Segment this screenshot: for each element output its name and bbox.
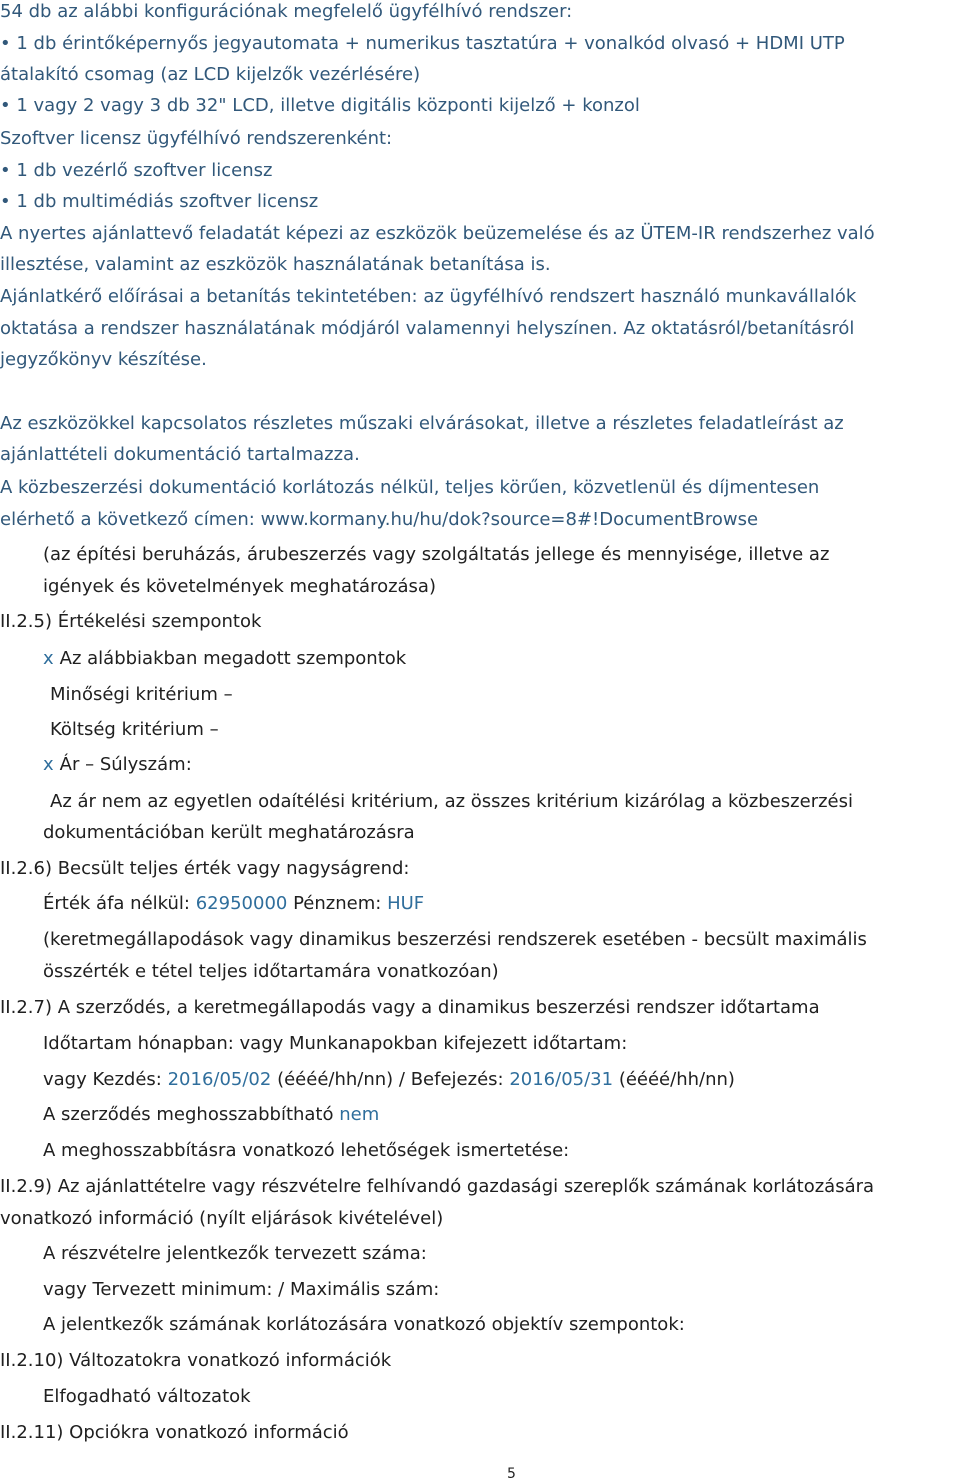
- renewal-value: nem: [339, 1104, 380, 1125]
- training-text-cont: oktatása a rendszer használatának módjáról valamennyi helyszínen. Az oktatásról/betanításról: [0, 318, 855, 339]
- duration-label: Időtartam hónapban: vagy Munkanapokban kifejezett időtartam:: [43, 1033, 628, 1054]
- section-heading-ii-2-10: II.2.10) Változatokra vonatkozó információk: [0, 1350, 392, 1371]
- page-number: 5: [507, 1466, 516, 1482]
- variants-label: Elfogadható változatok: [43, 1386, 251, 1407]
- documentation-link-text: elérhető a következő címen: www.kormany.hu/hu/dok?source=8#!DocumentBrowse: [0, 509, 759, 530]
- value-label: Érték áfa nélkül:: [43, 893, 190, 914]
- scope-note-cont: igények és követelmények meghatározása): [43, 576, 436, 597]
- section-heading-ii-2-9-cont: vonatkozó információ (nyílt eljárások kivételével): [0, 1208, 444, 1229]
- training-text-cont: jegyzőkönyv készítése.: [0, 349, 207, 370]
- criteria-option: [43, 647, 406, 671]
- price-note-cont: dokumentációban került meghatározásra: [43, 822, 415, 843]
- renewal-row: [43, 1103, 379, 1127]
- price-note: Az ár nem az egyetlen odaítélési kritérium, az összes kritérium kizárólag a közbeszerzési: [50, 791, 853, 812]
- task-text: A nyertes ajánlattevő feladatát képezi az eszközök beüzemelése és az ÜTEM-IR rendszerhez való: [0, 223, 875, 244]
- date-range-row: [43, 1068, 735, 1092]
- objective-criteria-label: A jelentkezők számának korlátozására vonatkozó objektív szempontok:: [43, 1314, 685, 1335]
- price-criterion: [43, 753, 192, 777]
- start-label: vagy Kezdés:: [43, 1069, 162, 1090]
- training-text: Ajánlatkérő előírásai a betanítás tekintetében: az ügyfélhívó rendszert használó munkavállalók: [0, 286, 857, 307]
- check-mark: x: [43, 648, 54, 669]
- section-heading-ii-2-7: II.2.7) A szerződés, a keretmegállapodás vagy a dinamikus beszerzési rendszer időtartama: [0, 997, 820, 1018]
- section-heading-ii-2-6: II.2.6) Becsült teljes érték vagy nagyságrend:: [0, 858, 410, 879]
- min-max-label: vagy Tervezett minimum: / Maximális szám:: [43, 1279, 440, 1300]
- end-label: / Befejezés:: [398, 1069, 504, 1090]
- bullet-item: • 1 db vezérlő szoftver licensz: [0, 160, 273, 181]
- bullet-item: • 1 vagy 2 vagy 3 db 32" LCD, illetve digitális központi kijelző + konzol: [0, 95, 640, 116]
- cost-criterion: Költség kritérium –: [50, 719, 219, 740]
- date-format-hint: (éééé/hh/nn): [277, 1069, 394, 1090]
- bullet-item-cont: átalakító csomag (az LCD kijelzők vezérlésére): [0, 64, 421, 85]
- section-heading-ii-2-5: II.2.5) Értékelési szempontok: [0, 611, 262, 632]
- bullet-item: • 1 db érintőképernyős jegyautomata + numerikus tasztatúra + vonalkód olvasó + HDMI UTP: [0, 33, 845, 54]
- tech-requirements-text-cont: ajánlattételi dokumentáció tartalmazza.: [0, 444, 360, 465]
- documentation-text: A közbeszerzési dokumentáció korlátozás nélkül, teljes körűen, közvetlenül és díjmentesen: [0, 477, 820, 498]
- framework-note-cont: összérték e tétel teljes időtartamára vonatkozóan): [43, 961, 499, 982]
- end-date: 2016/05/31: [509, 1069, 614, 1090]
- config-heading: 54 db az alábbi konfigurációnak megfelelő ügyfélhívó rendszer:: [0, 1, 573, 22]
- section-heading-ii-2-11: II.2.11) Opciókra vonatkozó információ: [0, 1422, 349, 1443]
- renewal-description-label: A meghosszabbításra vonatkozó lehetőségek ismertetése:: [43, 1140, 570, 1161]
- license-heading: Szoftver licensz ügyfélhívó rendszerenként:: [0, 128, 393, 149]
- estimated-value-row: [43, 892, 424, 916]
- currency-label: Pénznem:: [293, 893, 382, 914]
- bullet-item: • 1 db multimédiás szoftver licensz: [0, 191, 319, 212]
- start-date: 2016/05/02: [167, 1069, 272, 1090]
- scope-note: (az építési beruházás, árubeszerzés vagy szolgáltatás jellege és mennyisége, illetve az: [43, 544, 830, 565]
- currency-value: HUF: [387, 893, 425, 914]
- framework-note: (keretmegállapodások vagy dinamikus beszerzési rendszerek esetében - becsült maximális: [43, 929, 867, 950]
- renewal-label: A szerződés meghosszabbítható: [43, 1104, 334, 1125]
- value-amount: 62950000: [195, 893, 288, 914]
- price-criterion-label: Ár – Súlyszám:: [59, 754, 192, 775]
- check-mark: x: [43, 754, 54, 775]
- quality-criterion: Minőségi kritérium –: [50, 684, 233, 705]
- tech-requirements-text: Az eszközökkel kapcsolatos részletes műszaki elvárásokat, illetve a részletes feladatleírást az: [0, 413, 844, 434]
- date-format-hint: (éééé/hh/nn): [618, 1069, 735, 1090]
- criteria-option-label: Az alábbiakban megadott szempontok: [59, 648, 407, 669]
- planned-candidates-label: A részvételre jelentkezők tervezett száma:: [43, 1243, 427, 1264]
- task-text-cont: illesztése, valamint az eszközök használatának betanítása is.: [0, 254, 551, 275]
- section-heading-ii-2-9: II.2.9) Az ajánlattételre vagy részvételre felhívandó gazdasági szereplők számának korlátozására: [0, 1176, 875, 1197]
